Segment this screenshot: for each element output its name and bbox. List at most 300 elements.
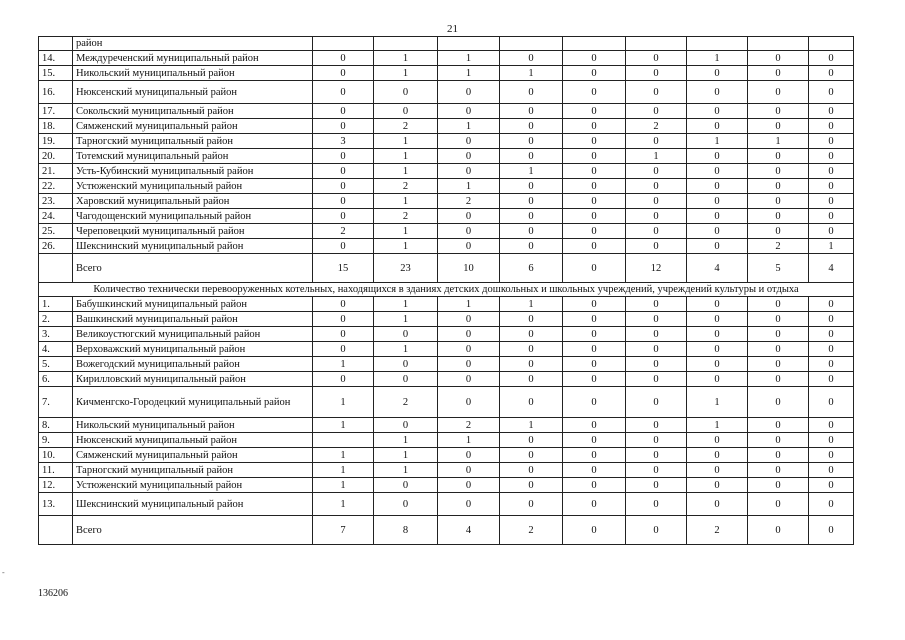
value-cell: 3 [313,134,374,149]
table-row [39,194,854,209]
value-cell: 0 [687,119,748,134]
value-cell: 0 [563,179,626,194]
value-cell: 0 [626,493,687,516]
value-cell: 0 [500,493,563,516]
district-name: Вожегодский муниципальный район [73,357,313,372]
row-number: 18. [39,119,73,134]
value-cell: 0 [563,478,626,493]
value-cell: 1 [313,493,374,516]
value-cell: 1 [374,66,438,81]
value-cell: 2 [687,516,748,545]
data-table [38,36,854,545]
value-cell: 0 [438,81,500,104]
value-cell: 0 [438,342,500,357]
value-cell: 1 [500,164,563,179]
table-row [39,418,854,433]
value-cell: 0 [687,179,748,194]
value-cell: 0 [438,493,500,516]
value-cell: 0 [809,418,854,433]
value-cell: 0 [748,164,809,179]
table-row [39,297,854,312]
table-row [39,51,854,66]
value-cell: 0 [313,66,374,81]
district-name: Чагодощенский муниципальный район [73,209,313,224]
table-row-total [39,516,854,545]
value-cell: 0 [687,493,748,516]
total-label: Всего [73,254,313,283]
district-name: Нюксенский муниципальный район [73,81,313,104]
value-cell: 0 [313,51,374,66]
value-cell: 0 [563,164,626,179]
value-cell: 0 [313,179,374,194]
row-number: 19. [39,134,73,149]
value-cell: 0 [626,387,687,418]
value-cell: 12 [626,254,687,283]
value-cell: 2 [374,387,438,418]
value-cell: 0 [438,149,500,164]
value-cell: 0 [626,81,687,104]
value-cell: 0 [626,194,687,209]
value-cell: 0 [687,433,748,448]
value-cell: 1 [374,224,438,239]
value-cell: 1 [687,387,748,418]
district-name: Вашкинский муниципальный район [73,312,313,327]
table-row [39,387,854,418]
value-cell: 0 [748,224,809,239]
value-cell: 0 [374,418,438,433]
value-cell: 0 [626,164,687,179]
district-name: Верховажский муниципальный район [73,342,313,357]
table-row [39,224,854,239]
row-number: 14. [39,51,73,66]
district-name: Харовский муниципальный район [73,194,313,209]
table-row [39,478,854,493]
value-cell: 0 [809,372,854,387]
value-cell: 0 [500,81,563,104]
value-cell: 0 [687,448,748,463]
value-cell: 0 [313,372,374,387]
value-cell: 1 [500,418,563,433]
district-name: Сокольский муниципальный район [73,104,313,119]
district-name: Никольский муниципальный район [73,66,313,81]
value-cell: 0 [626,516,687,545]
table-row-total [39,254,854,283]
value-cell: 0 [626,372,687,387]
value-cell: 0 [563,81,626,104]
row-number: 5. [39,357,73,372]
value-cell: 0 [313,149,374,164]
value-cell: 1 [374,51,438,66]
value-cell [313,433,374,448]
value-cell: 0 [809,387,854,418]
value-cell: 0 [748,357,809,372]
row-number: 17. [39,104,73,119]
value-cell: 0 [809,342,854,357]
value-cell: 0 [626,327,687,342]
value-cell: 1 [374,194,438,209]
value-cell: 0 [687,478,748,493]
value-cell: 0 [748,387,809,418]
value-cell: 0 [563,51,626,66]
value-cell: 0 [748,418,809,433]
value-cell: 0 [563,209,626,224]
value-cell: 0 [438,448,500,463]
value-cell: 0 [687,164,748,179]
value-cell: 0 [313,81,374,104]
document-code: 136206 [38,588,68,599]
value-cell: 0 [748,312,809,327]
value-cell: 2 [626,119,687,134]
total-label: Всего [73,516,313,545]
district-name: Тарногский муниципальный район [73,463,313,478]
value-cell: 0 [809,516,854,545]
value-cell: 0 [626,239,687,254]
value-cell: 0 [563,418,626,433]
district-name: Тотемский муниципальный район [73,149,313,164]
value-cell: 0 [748,66,809,81]
value-cell: 0 [809,327,854,342]
value-cell: 0 [500,194,563,209]
value-cell: 0 [748,493,809,516]
value-cell: 1 [500,66,563,81]
section-title: Количество технически перевооруженных котельных, находящихся в зданиях детских дошкольных и школьных учреждений, учреждений культуры и отдыха [39,283,854,297]
value-cell: 0 [500,179,563,194]
value-cell: 0 [748,463,809,478]
value-cell: 0 [563,149,626,164]
value-cell: 8 [374,516,438,545]
value-cell: 0 [500,312,563,327]
value-cell: 0 [748,179,809,194]
value-cell: 0 [374,104,438,119]
district-name: Шекснинский муниципальный район [73,493,313,516]
value-cell: 0 [687,104,748,119]
value-cell: 0 [374,81,438,104]
row-number: 2. [39,312,73,327]
value-cell: 0 [748,433,809,448]
district-name: Устюженский муниципальный район [73,179,313,194]
value-cell: 0 [563,312,626,327]
value-cell: 0 [374,493,438,516]
value-cell: 0 [809,224,854,239]
row-number: 24. [39,209,73,224]
table-row [39,448,854,463]
value-cell: 0 [500,239,563,254]
corner-mark: - [2,568,5,577]
value-cell: 0 [748,478,809,493]
value-cell: 1 [313,463,374,478]
value-cell: 0 [626,463,687,478]
value-cell: 0 [687,239,748,254]
value-cell: 0 [563,387,626,418]
value-cell: 0 [563,224,626,239]
row-number: 25. [39,224,73,239]
table-row [39,209,854,224]
value-cell: 1 [809,239,854,254]
value-cell: 0 [626,224,687,239]
value-cell: 1 [687,134,748,149]
value-cell: 0 [563,493,626,516]
table-row [39,134,854,149]
value-cell: 0 [748,81,809,104]
table-row [39,104,854,119]
value-cell: 0 [687,327,748,342]
value-cell: 0 [313,342,374,357]
value-cell: 1 [500,297,563,312]
value-cell: 0 [626,448,687,463]
value-cell: 0 [748,372,809,387]
value-cell: 0 [313,104,374,119]
value-cell: 0 [687,66,748,81]
row-number [39,254,73,283]
value-cell: 0 [438,224,500,239]
value-cell: 1 [438,51,500,66]
value-cell: 0 [748,209,809,224]
value-cell: 0 [748,448,809,463]
value-cell: 0 [809,134,854,149]
value-cell: 0 [748,119,809,134]
value-cell: 0 [500,327,563,342]
value-cell: 1 [438,433,500,448]
district-name: Бабушкинский муниципальный район [73,297,313,312]
table-row-continuation [39,37,854,51]
value-cell: 0 [748,194,809,209]
value-cell: 0 [500,209,563,224]
value-cell: 1 [374,463,438,478]
value-cell: 0 [748,297,809,312]
value-cell: 0 [500,433,563,448]
value-cell: 0 [438,357,500,372]
value-cell: 0 [500,387,563,418]
value-cell: 2 [438,194,500,209]
value-cell: 0 [563,327,626,342]
value-cell: 0 [438,463,500,478]
value-cell: 0 [438,209,500,224]
value-cell: 0 [809,297,854,312]
value-cell: 0 [809,194,854,209]
value-cell: 0 [687,342,748,357]
value-cell: 0 [626,297,687,312]
row-number: 1. [39,297,73,312]
value-cell: 0 [809,66,854,81]
table-row [39,357,854,372]
district-name: Череповецкий муниципальный район [73,224,313,239]
value-cell: 0 [687,372,748,387]
value-cell: 0 [563,448,626,463]
table-row [39,239,854,254]
value-cell: 0 [748,104,809,119]
value-cell: 0 [563,516,626,545]
value-cell: 0 [687,81,748,104]
value-cell: 1 [687,418,748,433]
table-row [39,433,854,448]
row-number: 11. [39,463,73,478]
value-cell: 0 [687,149,748,164]
value-cell: 0 [748,516,809,545]
table-row [39,119,854,134]
table-row [39,164,854,179]
table-row [39,81,854,104]
table-row [39,493,854,516]
row-number: 20. [39,149,73,164]
district-name: Великоустюгский муниципальный район [73,327,313,342]
row-number: 13. [39,493,73,516]
num-cell [39,37,73,51]
table-row [39,372,854,387]
value-cell: 0 [500,224,563,239]
value-cell: 0 [313,119,374,134]
value-cell: 2 [374,179,438,194]
value-cell: 0 [313,194,374,209]
value-cell: 5 [748,254,809,283]
value-cell: 1 [313,478,374,493]
row-number: 8. [39,418,73,433]
value-cell: 15 [313,254,374,283]
row-number: 22. [39,179,73,194]
value-cell: 0 [313,239,374,254]
value-cell: 1 [748,134,809,149]
district-name: Кирилловский муниципальный район [73,372,313,387]
row-number: 4. [39,342,73,357]
value-cell: 0 [626,478,687,493]
value-cell: 0 [313,327,374,342]
value-cell: 2 [313,224,374,239]
row-number: 26. [39,239,73,254]
value-cell: 0 [500,357,563,372]
value-cell: 0 [809,51,854,66]
value-cell: 0 [563,119,626,134]
value-cell: 0 [374,372,438,387]
value-cell: 0 [626,433,687,448]
value-cell: 0 [438,312,500,327]
district-name: Кичменгско-Городецкий муниципальный район [73,387,313,418]
value-cell: 0 [748,342,809,357]
row-number: 16. [39,81,73,104]
table-row [39,327,854,342]
row-number [39,516,73,545]
table-row [39,342,854,357]
value-cell: 0 [809,179,854,194]
value-cell: 0 [626,357,687,372]
value-cell: 0 [374,327,438,342]
value-cell: 1 [374,312,438,327]
value-cell: 1 [313,448,374,463]
value-cell: 0 [809,81,854,104]
value-cell: 0 [748,51,809,66]
table-row [39,66,854,81]
value-cell: 0 [438,327,500,342]
district-name: Нюксенский муниципальный район [73,433,313,448]
value-cell: 0 [313,312,374,327]
value-cell: 0 [500,342,563,357]
value-cell: 0 [626,134,687,149]
district-name: Сямженский муниципальный район [73,119,313,134]
row-number: 7. [39,387,73,418]
value-cell: 0 [563,372,626,387]
district-name: Никольский муниципальный район [73,418,313,433]
value-cell: 0 [687,463,748,478]
row-number: 15. [39,66,73,81]
value-cell: 0 [687,209,748,224]
district-name: Устюженский муниципальный район [73,478,313,493]
value-cell: 0 [563,297,626,312]
value-cell: 0 [687,357,748,372]
value-cell: 0 [809,433,854,448]
value-cell: 0 [687,194,748,209]
value-cell: 0 [809,149,854,164]
value-cell: 0 [748,327,809,342]
row-number: 23. [39,194,73,209]
value-cell: 2 [500,516,563,545]
table-row [39,149,854,164]
value-cell: 0 [687,312,748,327]
value-cell: 1 [438,66,500,81]
district-name: Тарногский муниципальный район [73,134,313,149]
row-number: 21. [39,164,73,179]
value-cell: 0 [563,194,626,209]
value-cell: 4 [687,254,748,283]
value-cell: 1 [687,51,748,66]
value-cell: 0 [500,448,563,463]
value-cell: 0 [438,478,500,493]
value-cell: 23 [374,254,438,283]
value-cell: 0 [626,342,687,357]
district-name: Междуреченский муниципальный район [73,51,313,66]
value-cell: 1 [438,297,500,312]
value-cell: 0 [500,478,563,493]
value-cell: 1 [438,179,500,194]
value-cell: 0 [500,463,563,478]
value-cell: 0 [687,224,748,239]
value-cell: 6 [500,254,563,283]
district-name: Усть-Кубинский муниципальный район [73,164,313,179]
value-cell: 2 [438,418,500,433]
value-cell: 0 [500,119,563,134]
value-cell: 0 [809,104,854,119]
value-cell: 0 [438,239,500,254]
row-number: 9. [39,433,73,448]
value-cell: 0 [563,134,626,149]
value-cell: 0 [626,104,687,119]
section-title-row [39,283,854,297]
value-cell: 4 [809,254,854,283]
value-cell: 0 [563,104,626,119]
value-cell: 1 [438,119,500,134]
value-cell: 1 [374,297,438,312]
value-cell: 0 [313,209,374,224]
value-cell: 0 [438,372,500,387]
table-body [39,37,854,545]
value-cell: 0 [438,387,500,418]
value-cell: 1 [313,357,374,372]
value-cell: 0 [626,179,687,194]
value-cell: 2 [748,239,809,254]
value-cell: 0 [313,164,374,179]
value-cell: 1 [313,418,374,433]
value-cell: 1 [313,387,374,418]
district-name: Шекснинский муниципальный район [73,239,313,254]
value-cell: 0 [809,119,854,134]
row-number: 3. [39,327,73,342]
value-cell: 0 [626,66,687,81]
value-cell: 1 [626,149,687,164]
value-cell: 0 [438,134,500,149]
row-number: 12. [39,478,73,493]
value-cell: 0 [626,51,687,66]
table-row [39,463,854,478]
value-cell: 0 [500,372,563,387]
value-cell: 7 [313,516,374,545]
value-cell: 0 [563,433,626,448]
